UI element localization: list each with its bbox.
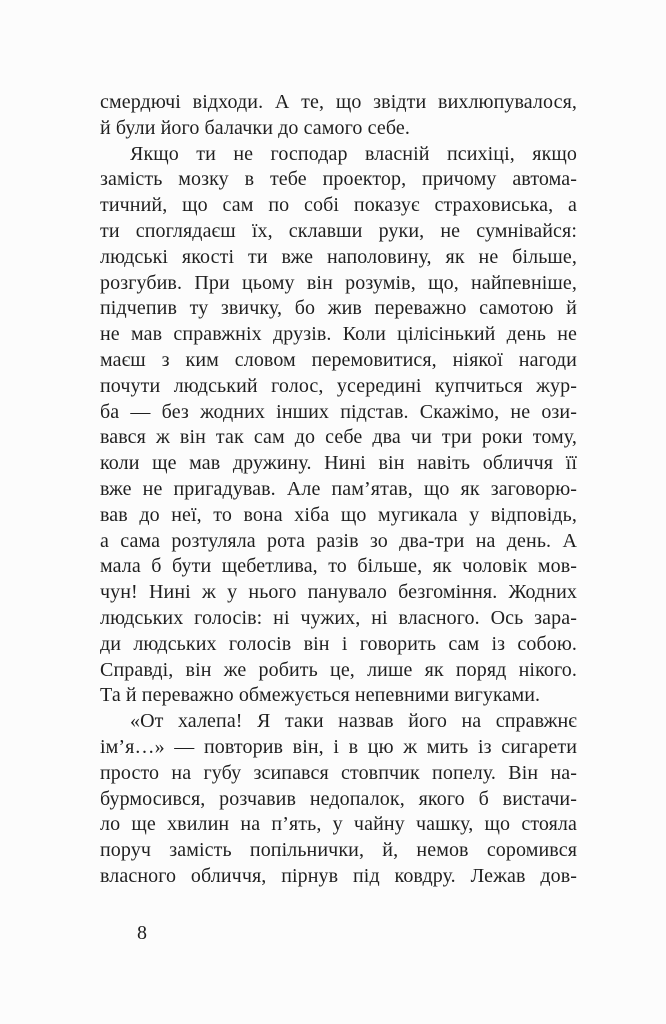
text-line: бурмосився, розчавив недопалок, якого б вистачи- <box>100 787 577 810</box>
text-line: Якщо ти не господар власній психіці, якщо <box>130 142 577 165</box>
text-line: не мав справжніх друзів. Коли цілісінький день не <box>100 323 577 346</box>
text-line: маєш з ким словом перемовитися, ніякої нагоди <box>100 348 577 371</box>
text-line: власного обличчя, пірнув під ковдру. Лежав дов- <box>100 864 577 887</box>
text-line: смердючі відходи. А те, що звідти вихлюпувалося, <box>100 91 577 113</box>
text-line: вав до неї, то вона хіба що мугикала у відповідь, <box>100 503 577 526</box>
text-line: ти споглядаєш їх, склавши руки, не сумнівайся: <box>100 219 577 242</box>
text-line: ди людських голосів він і говорить сам із собою. <box>100 632 577 655</box>
text-line: почути людський голос, усередині купчиться жур- <box>100 374 577 397</box>
text-line: замість мозку в тебе проектор, причому автома- <box>100 168 577 191</box>
text-line: підчепив ту звичку, бо жив переважно самотою й <box>100 297 577 320</box>
text-line: а сама розтуляла рота разів зо два-три на день. А <box>100 529 577 552</box>
text-line: просто на губу зсипався стовпчик попелу. Він на- <box>100 761 577 784</box>
text-line: розгубив. При цьому він розумів, що, найпевніше, <box>100 271 577 294</box>
text-line: ло ще хвилин на п’ять, у чайну чашку, що стояла <box>100 813 577 836</box>
text-line: й були його балачки до самого себе. <box>100 116 410 139</box>
text-line: ім’я…» — повторив він, і в цю ж мить із сигарети <box>100 735 577 758</box>
text-line: Справді, він же робить це, лише як поряд нікого. <box>100 658 577 681</box>
text-line: ба — без жодних інших підстав. Скажімо, не ози- <box>100 400 577 423</box>
text-line: людських голосів: ні чужих, ні власного. Ось зара- <box>100 606 577 629</box>
text-line: поруч замість попільнички, й, немов соромився <box>100 839 577 862</box>
text-line: вже не пригадував. Але пам’ятав, що як заговорю- <box>100 477 577 500</box>
text-line: «От халепа! Я таки назвав його на справжнє <box>130 710 577 733</box>
text-line: коли ще мав дружину. Нині він навіть обличчя її <box>100 452 577 475</box>
text-line: людські якості ти вже наполовину, як не більше, <box>100 245 577 268</box>
page-text-block <box>100 90 577 890</box>
page-number: 8 <box>137 922 147 944</box>
text-line: Та й переважно обмежується непевними вигуками. <box>100 684 541 707</box>
text-line: чун! Нині ж у нього панувало безгоміння. Жодних <box>100 581 577 604</box>
text-line: тичний, що сам по собі показує страховиська, а <box>100 194 577 217</box>
text-line: вався ж він так сам до себе два чи три роки тому, <box>100 426 577 449</box>
text-line: мала б бути щебетлива, то більше, як чоловік мов- <box>100 555 577 578</box>
